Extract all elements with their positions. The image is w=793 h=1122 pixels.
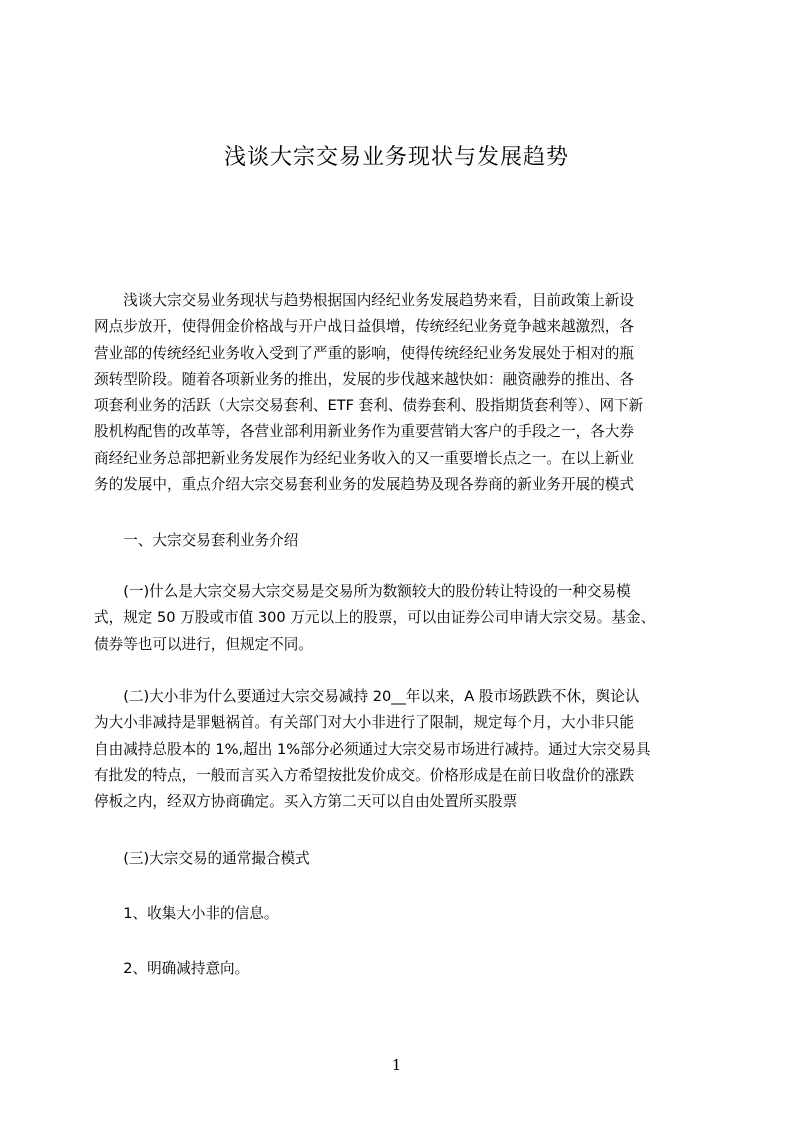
paragraph-line: 为大小非减持是罪魁祸首。有关部门对大小非进行了限制，规定每个月，大小非只能 [94,714,634,732]
section-heading [94,528,698,554]
list-item [94,901,698,927]
list-item-text: 1、收集大小非的信息。 [94,905,279,922]
paragraph-line: (一)什么是大宗交易大宗交易是交易所为数额较大的股份转让特设的一种交易模 [94,583,631,600]
intro-line: 网点步放开，使得佣金价格战与开户战日益俱增，传统经纪业务竟争越来越激烈，各 [94,318,634,336]
document-title: 浅谈大宗交易业务现状与发展趋势 [223,145,569,170]
paragraph-line: 式，规定 50 万股或市值 300 万元以上的股票，可以由证券公司申请大宗交易。基金、 [94,609,656,627]
page-number: 1 [391,1056,402,1074]
subsection-2-paragraph [94,684,698,815]
intro-line: 股机构配售的改革等，各营业部利用新业务作为重要营销大客户的手段之一，各大券 [94,423,634,441]
intro-line: 颈转型阶段。随着各项新业务的推出，发展的步伐越来越快如：融资融券的推出、各 [94,370,634,388]
subsection-1-paragraph [94,579,698,658]
list-item [94,956,698,982]
intro-paragraph [94,288,698,498]
intro-line: 务的发展中，重点介绍大宗交易套利业务的发展趋势及现各券商的新业务开展的模式 [94,476,634,494]
paragraph-line: 债券等也可以进行，但规定不同。 [94,635,313,653]
intro-line: 项套利业务的活跃（大宗交易套利、ETF 套利、债券套利、股指期货套利等）、网下新 [94,397,644,415]
paragraph-line: 自由减持总股本的 1%,超出 1%部分必须通过大宗交易市场进行减持。通过大宗交易具 [94,740,651,758]
list-item-text: 2、明确减持意向。 [94,960,250,977]
subsection-3-heading [94,846,698,872]
paragraph-line: 停板之内，经双方协商确定。买入方第二天可以自由处置所买股票 [94,793,518,811]
intro-line: 浅谈大宗交易业务现状与趋势根据国内经纪业务发展趋势来看，目前政策上新设 [94,292,634,309]
section-heading-text: 一、大宗交易套利业务介绍 [94,532,299,549]
intro-line: 商经纪业务总部把新业务发展作为经纪业务收入的又一重要增长点之一。在以上新业 [94,449,634,467]
subsection-heading-text: (三)大宗交易的通常撮合模式 [94,850,310,867]
paragraph-line: (二)大小非为什么要通过大宗交易减持 20__年以来，A 股市场跌跌不休，舆论认 [94,688,640,705]
paragraph-line: 有批发的特点，一般而言买入方希望按批发价成交。价格形成是在前日收盘价的涨跌 [94,766,634,784]
intro-line: 营业部的传统经纪业务收入受到了严重的影响，使得传统经纪业务发展处于相对的瓶 [94,344,634,362]
